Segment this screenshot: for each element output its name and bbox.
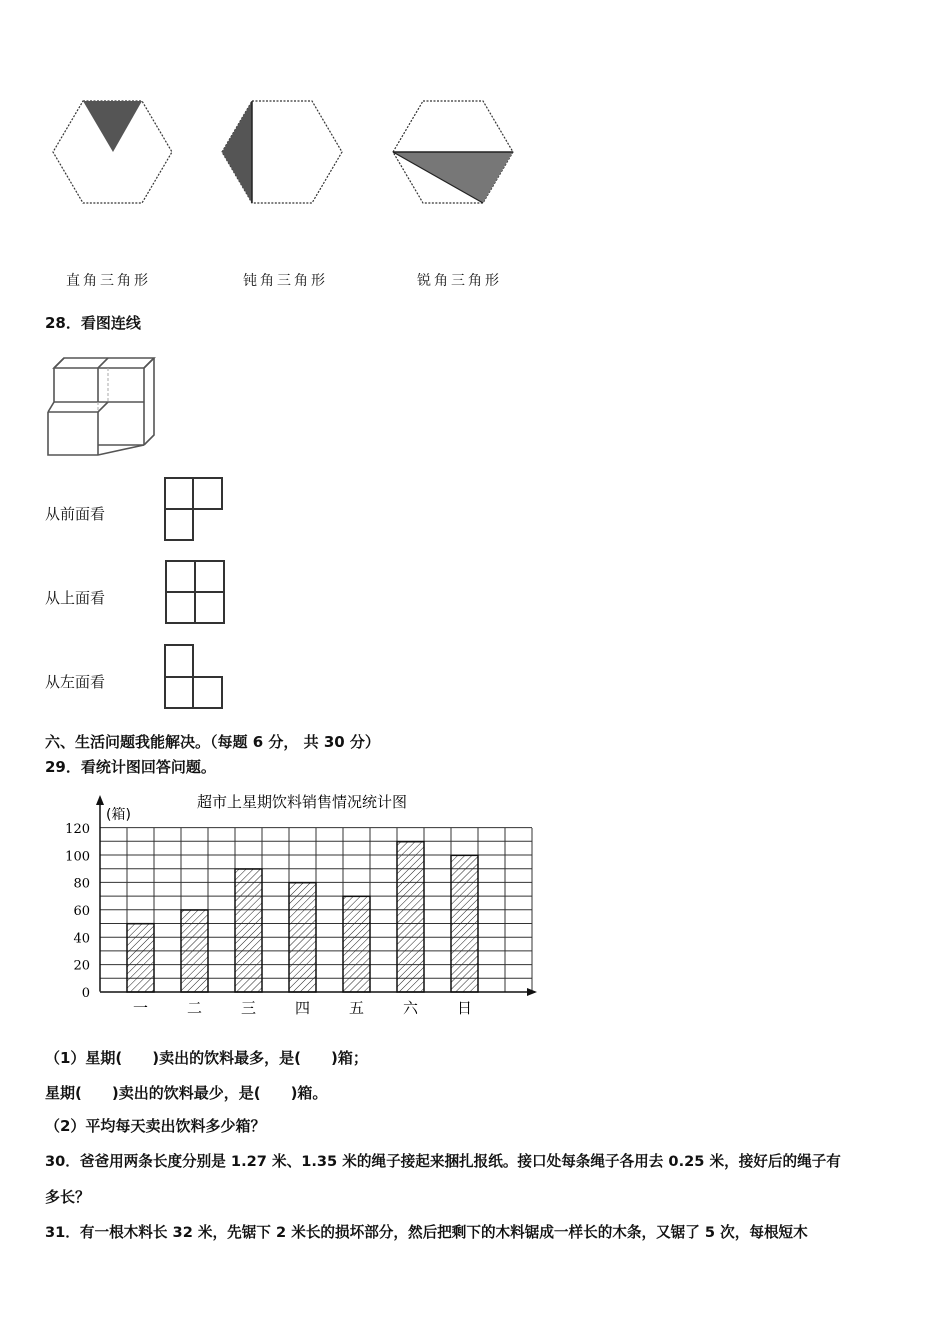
hexagon-label-obtuse: 钝角三角形 xyxy=(243,273,328,289)
y-tick-label: 0 xyxy=(81,986,90,1001)
right-triangle-shading xyxy=(83,101,142,152)
bar-四 xyxy=(289,883,316,992)
x-category-label: 六 xyxy=(402,999,419,1017)
sales-bar-chart xyxy=(40,785,560,1035)
hexagon-label-acute: 锐角三角形 xyxy=(417,273,502,289)
bar-日 xyxy=(451,855,478,992)
section6-title: 六、生活问题我能解决。（每题 6 分， 共 30 分） xyxy=(45,733,380,751)
obtuse-triangle-shading xyxy=(222,101,252,203)
bar-五 xyxy=(343,896,370,992)
q29-sub2: （2）平均每天卖出饮料多少箱？ xyxy=(45,1117,266,1135)
x-category-label: 四 xyxy=(294,999,311,1017)
x-category-label: 五 xyxy=(348,999,365,1017)
chart-title: 超市上星期饮料销售情况统计图 xyxy=(196,793,408,811)
x-category-label: 一 xyxy=(132,999,149,1017)
bar-一 xyxy=(127,924,154,992)
y-tick-label: 80 xyxy=(73,876,90,892)
view-label-top: 从上面看 xyxy=(45,589,106,607)
q30-line2: 多长？ xyxy=(45,1188,91,1206)
x-category-label: 二 xyxy=(186,999,203,1017)
q29-title: 29．看统计图回答问题。 xyxy=(45,758,216,776)
q29-sub1-line1: （1）星期( )卖出的饮料最多，是( )箱； xyxy=(45,1049,368,1067)
q28-title: 28．看图连线 xyxy=(45,314,141,332)
y-tick-label: 60 xyxy=(73,904,90,919)
front-view-grid[interactable] xyxy=(160,475,230,545)
hexagon-figures xyxy=(0,0,950,300)
y-tick-label: 100 xyxy=(65,849,90,865)
hexagon-label-right: 直角三角形 xyxy=(66,273,151,289)
q29-sub1-line2: 星期( )卖出的饮料最少，是( )箱。 xyxy=(45,1084,328,1102)
q30-line1: 30．爸爸用两条长度分别是 1.27 米、1.35 米的绳子接起来捆扎报纸。接口处每条绳子各用去 0.25 米，接好后的绳子有 xyxy=(45,1153,841,1170)
x-category-label: 日 xyxy=(456,999,473,1017)
y-tick-label: 40 xyxy=(73,931,90,947)
top-view-grid[interactable] xyxy=(160,558,230,628)
bar-二 xyxy=(181,910,208,992)
x-category-label: 三 xyxy=(240,999,257,1017)
left-view-grid[interactable] xyxy=(160,642,230,712)
cube-solid-figure xyxy=(40,340,200,470)
bar-三 xyxy=(235,869,262,992)
view-label-left: 从左面看 xyxy=(45,673,106,691)
chart-ylabel: (箱) xyxy=(106,807,131,823)
q31-line1: 31．有一根木料长 32 米，先锯下 2 米长的损坏部分，然后把剩下的木料锯成一样长的木条，又锯了 5 次，每根短木 xyxy=(45,1224,808,1241)
acute-triangle-shading xyxy=(393,152,513,203)
view-label-front: 从前面看 xyxy=(45,505,106,523)
y-tick-label: 120 xyxy=(65,822,90,837)
y-tick-label: 20 xyxy=(73,958,90,974)
bar-六 xyxy=(397,842,424,992)
